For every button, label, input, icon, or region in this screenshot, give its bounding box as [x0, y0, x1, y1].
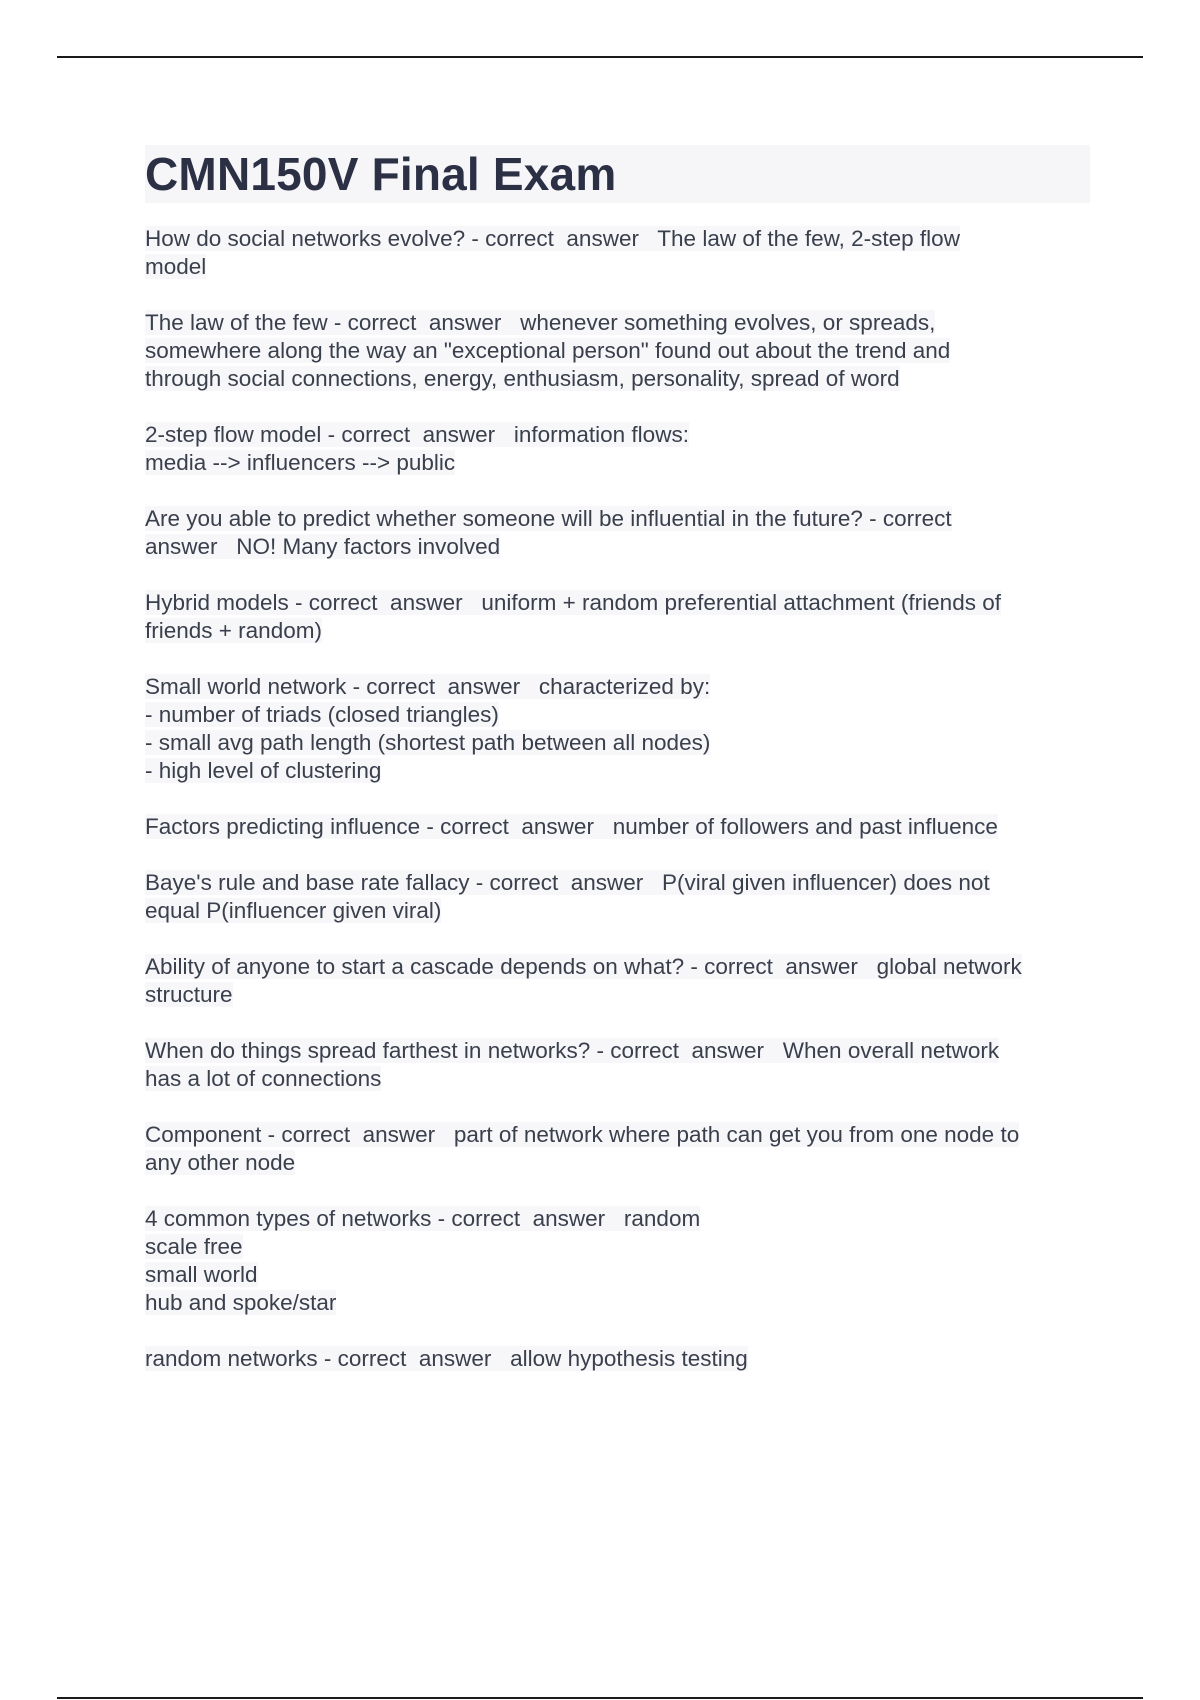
- qa-line-text: answer NO! Many factors involved: [145, 534, 501, 559]
- qa-line-text: 2-step flow model - correct answer information flows:: [145, 422, 689, 447]
- qa-line-text: Small world network - correct answer characterized by:: [145, 674, 711, 699]
- bottom-rule: [57, 1697, 1143, 1699]
- qa-list: [145, 225, 1090, 1373]
- qa-line: [145, 673, 1090, 701]
- qa-line: [145, 225, 1090, 253]
- qa-line: [145, 869, 1090, 897]
- qa-entry: [145, 589, 1090, 645]
- qa-entry: [145, 869, 1090, 925]
- qa-line-text: - number of triads (closed triangles): [145, 702, 499, 727]
- qa-line-text: How do social networks evolve? - correct answer The law of the few, 2-step flow: [145, 226, 960, 251]
- qa-line-text: model: [145, 254, 207, 279]
- qa-line: [145, 953, 1090, 981]
- qa-entry: [145, 505, 1090, 561]
- qa-entry: [145, 309, 1090, 393]
- qa-line: [145, 337, 1090, 365]
- qa-line-text: random networks - correct answer allow hypothesis testing: [145, 1346, 748, 1371]
- qa-line-text: Ability of anyone to start a cascade depends on what? - correct answer global network: [145, 954, 1022, 979]
- title-band: [145, 145, 1090, 203]
- qa-line-text: Baye's rule and base rate fallacy - correct answer P(viral given influencer) does not: [145, 870, 990, 895]
- qa-line-text: Component - correct answer part of network where path can get you from one node to: [145, 1122, 1020, 1147]
- qa-line-text: hub and spoke/star: [145, 1290, 337, 1315]
- qa-entry: [145, 1345, 1090, 1373]
- qa-line: [145, 1205, 1090, 1233]
- qa-line: [145, 897, 1090, 925]
- qa-entry: [145, 1205, 1090, 1317]
- qa-line: [145, 1261, 1090, 1289]
- qa-line: [145, 701, 1090, 729]
- qa-line: [145, 365, 1090, 393]
- qa-line: [145, 1037, 1090, 1065]
- qa-line-text: media --> influencers --> public: [145, 450, 456, 475]
- qa-line: [145, 589, 1090, 617]
- top-rule: [57, 56, 1143, 58]
- qa-line: [145, 533, 1090, 561]
- qa-entry: [145, 673, 1090, 785]
- qa-line: [145, 309, 1090, 337]
- qa-line-text: small world: [145, 1262, 258, 1287]
- qa-line: [145, 813, 1090, 841]
- qa-line-text: When do things spread farthest in networks? - correct answer When overall network: [145, 1038, 1000, 1063]
- qa-line: [145, 1065, 1090, 1093]
- qa-line: [145, 617, 1090, 645]
- qa-line: [145, 1289, 1090, 1317]
- qa-line-text: Hybrid models - correct answer uniform + random preferential attachment (friends of: [145, 590, 1001, 615]
- qa-line-text: any other node: [145, 1150, 296, 1175]
- qa-entry: [145, 421, 1090, 477]
- qa-entry: [145, 953, 1090, 1009]
- qa-line: [145, 729, 1090, 757]
- qa-line-text: 4 common types of networks - correct answer random: [145, 1206, 701, 1231]
- qa-line: [145, 757, 1090, 785]
- qa-line-text: structure: [145, 982, 233, 1007]
- qa-line-text: Are you able to predict whether someone will be influential in the future? - correct: [145, 506, 952, 531]
- qa-line: [145, 1233, 1090, 1261]
- qa-line-text: friends + random): [145, 618, 322, 643]
- qa-entry: [145, 813, 1090, 841]
- qa-line-text: equal P(influencer given viral): [145, 898, 442, 923]
- qa-entry: [145, 1121, 1090, 1177]
- qa-line-text: somewhere along the way an "exceptional person" found out about the trend and: [145, 338, 951, 363]
- qa-line: [145, 1149, 1090, 1177]
- qa-line-text: The law of the few - correct answer whenever something evolves, or spreads,: [145, 310, 936, 335]
- qa-line: [145, 505, 1090, 533]
- qa-line: [145, 449, 1090, 477]
- qa-entry: [145, 225, 1090, 281]
- qa-line-text: has a lot of connections: [145, 1066, 382, 1091]
- qa-line: [145, 421, 1090, 449]
- qa-line: [145, 1121, 1090, 1149]
- qa-line-text: Factors predicting influence - correct answer number of followers and past influence: [145, 814, 998, 839]
- document-title: CMN150V Final Exam: [145, 148, 617, 200]
- qa-line-text: through social connections, energy, enthusiasm, personality, spread of word: [145, 366, 900, 391]
- qa-line: [145, 253, 1090, 281]
- qa-line-text: scale free: [145, 1234, 243, 1259]
- qa-entry: [145, 1037, 1090, 1093]
- qa-line-text: - small avg path length (shortest path between all nodes): [145, 730, 711, 755]
- document-body: [145, 145, 1090, 1401]
- qa-line: [145, 1345, 1090, 1373]
- qa-line-text: - high level of clustering: [145, 758, 382, 783]
- qa-line: [145, 981, 1090, 1009]
